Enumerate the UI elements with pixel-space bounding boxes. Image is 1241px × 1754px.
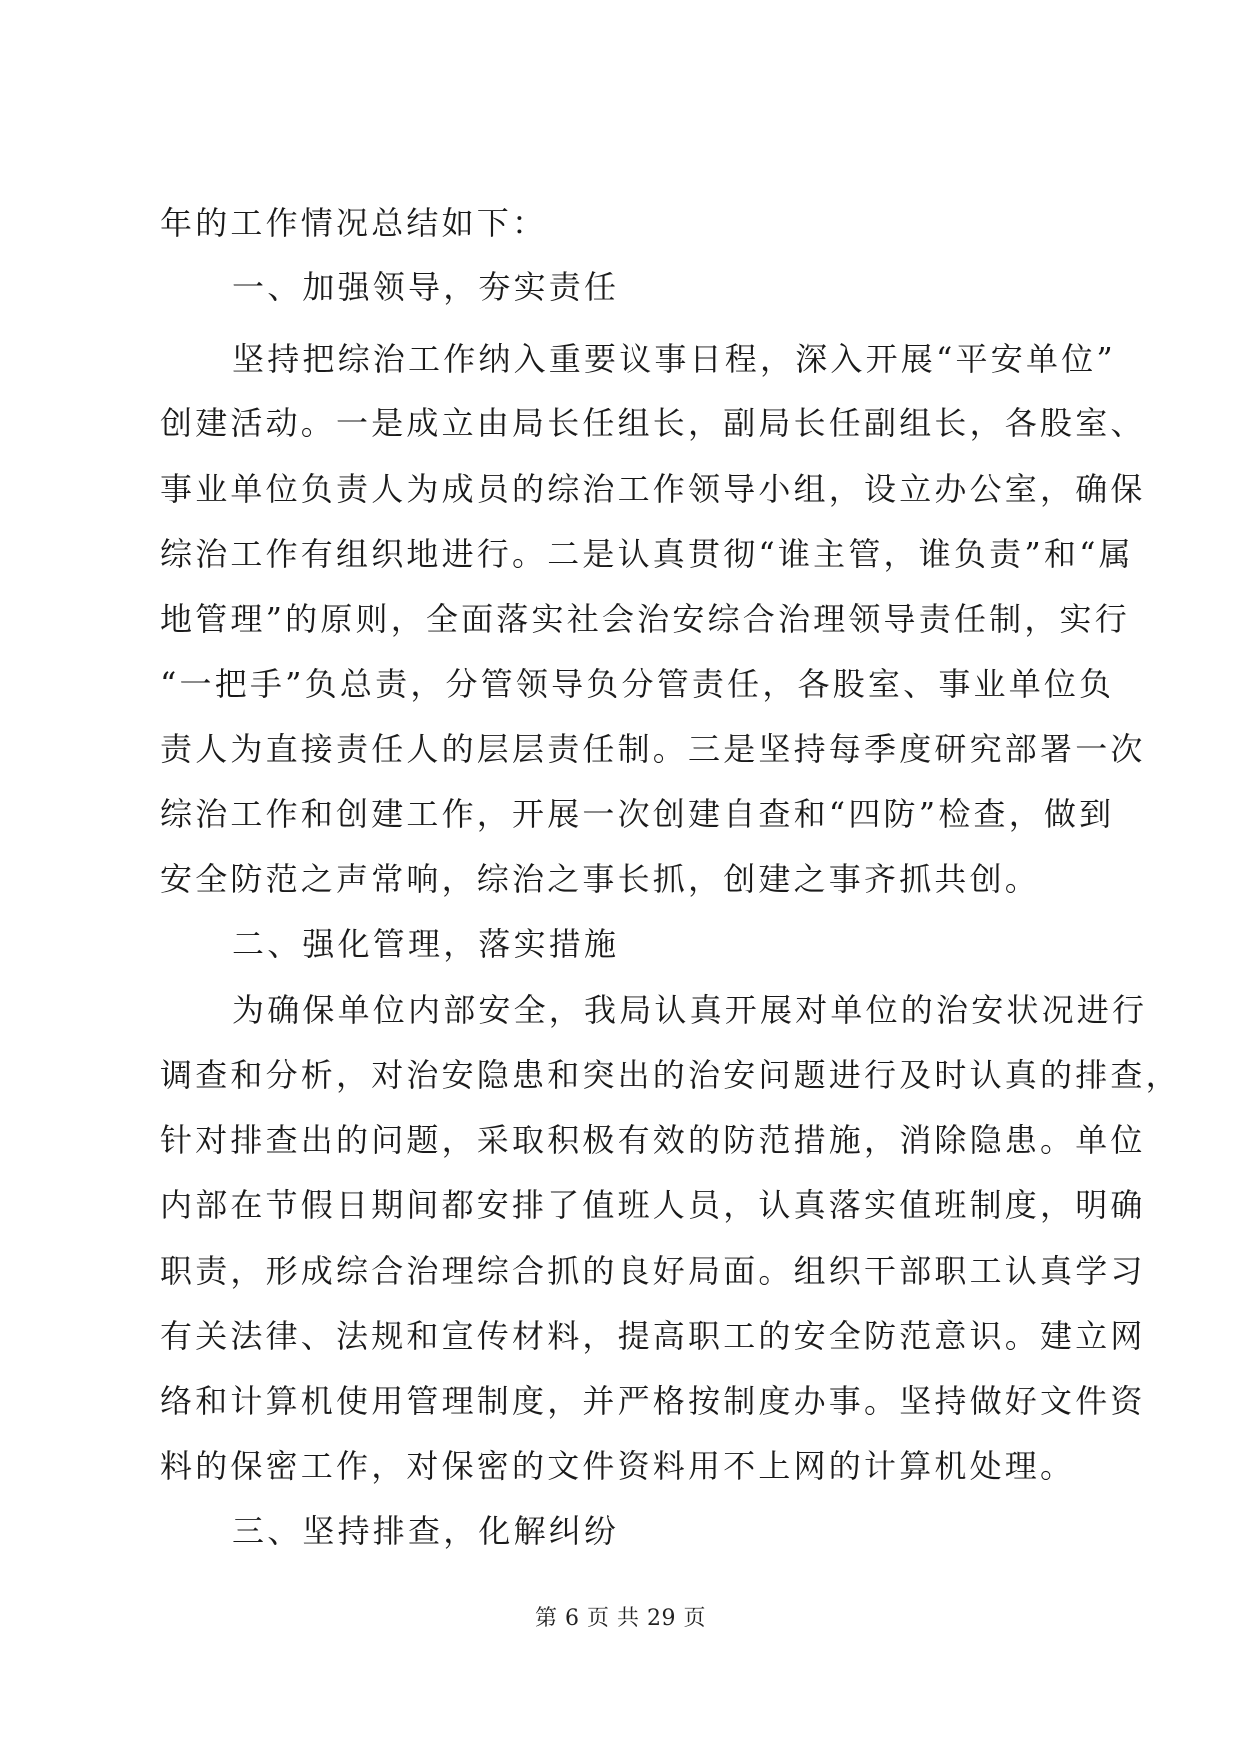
paragraph-line: 安全防范之声常响，综治之事长抓，创建之事齐抓共创。 <box>160 860 1041 898</box>
paragraph-line: 为确保单位内部安全，我局认真开展对单位的治安状况进行 <box>232 991 1148 1029</box>
paragraph-line: 坚持把综治工作纳入重要议事日程，深入开展“平安单位” <box>232 340 1116 378</box>
section-heading: 一、加强领导，夯实责任 <box>232 268 620 306</box>
page-number-footer: 第 6 页 共 29 页 <box>535 1606 706 1631</box>
paragraph-line: 内部在节假日期间都安排了值班人员，认真落实值班制度，明确 <box>160 1186 1146 1224</box>
paragraph-line: 有关法律、法规和宣传材料，提高职工的安全防范意识。建立网 <box>160 1317 1146 1355</box>
paragraph-line: 年的工作情况总结如下： <box>160 204 548 242</box>
paragraph-line: 综治工作和创建工作，开展一次创建自查和“四防”检查，做到 <box>160 795 1115 833</box>
section-heading: 三、坚持排查，化解纠纷 <box>232 1512 620 1550</box>
paragraph-line: 调查和分析，对治安隐患和突出的治安问题进行及时认真的排查， <box>160 1056 1181 1094</box>
paragraph-line: 创建活动。一是成立由局长任组长，副局长任副组长，各股室、 <box>160 404 1146 442</box>
paragraph-line: “一把手”负总责，分管领导负分管责任，各股室、事业单位负 <box>160 665 1115 703</box>
section-heading: 二、强化管理，落实措施 <box>232 925 620 963</box>
paragraph-line: 综治工作有组织地进行。二是认真贯彻“谁主管，谁负责”和“属 <box>160 535 1134 573</box>
paragraph-line: 职责，形成综合治理综合抓的良好局面。组织干部职工认真学习 <box>160 1252 1146 1290</box>
paragraph-line: 地管理”的原则，全面落实社会治安综合治理领导责任制，实行 <box>160 600 1130 638</box>
paragraph-line: 事业单位负责人为成员的综治工作领导小组，设立办公室，确保 <box>160 470 1146 508</box>
paragraph-line: 责人为直接责任人的层层责任制。三是坚持每季度研究部署一次 <box>160 730 1146 768</box>
paragraph-line: 针对排查出的问题，采取积极有效的防范措施，消除隐患。单位 <box>160 1121 1146 1159</box>
paragraph-line: 络和计算机使用管理制度，并严格按制度办事。坚持做好文件资 <box>160 1382 1146 1420</box>
paragraph-line: 料的保密工作，对保密的文件资料用不上网的计算机处理。 <box>160 1447 1076 1485</box>
